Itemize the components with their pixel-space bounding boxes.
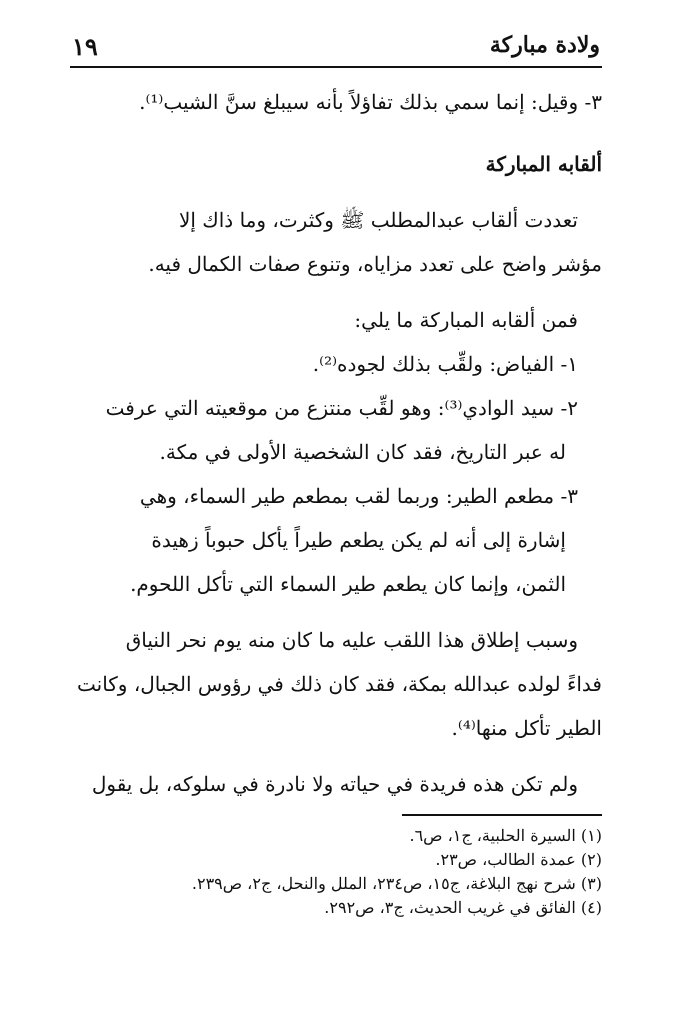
paragraph-2-line-1: وسبب إطلاق هذا اللقب عليه ما كان منه يوم نحر النياق bbox=[125, 628, 578, 652]
footnote-rule bbox=[402, 814, 602, 816]
item-3-intro: ٣- وقيل: إنما سمي بذلك تفاؤلاً بأنه سيبلغ سنَّ الشيب⁽¹⁾. bbox=[139, 90, 602, 114]
list-intro: فمن ألقابه المباركة ما يلي: bbox=[354, 308, 578, 332]
section-heading: ألقابه المباركة bbox=[485, 152, 602, 176]
page-number: ١٩ bbox=[72, 32, 98, 61]
list-item-3-line-1: ٣- مطعم الطير: وربما لقب بمطعم طير السماء، وهي bbox=[139, 484, 578, 508]
page-header bbox=[70, 28, 602, 68]
list-item-2 bbox=[76, 386, 602, 474]
footnote-3: (٣) شرح نهج البلاغة، ج١٥، ص٢٣٤، الملل والنحل، ج٢، ص٢٣٩. bbox=[191, 874, 602, 893]
footnote-2: (٢) عمدة الطالب، ص٢٣. bbox=[435, 850, 602, 869]
paragraph-2-line-3: الطير تأكل منها⁽⁴⁾. bbox=[451, 716, 602, 740]
running-title: ولادة مباركة bbox=[489, 32, 600, 58]
footnote-4: (٤) الفائق في غريب الحديث، ج٣، ص٢٩٢. bbox=[324, 898, 602, 917]
list-item-3-line-2: إشارة إلى أنه لم يكن يطعم طيراً يأكل حبوباً زهيدة bbox=[151, 528, 566, 552]
header-rule bbox=[70, 66, 602, 68]
paragraph-3-line-1: ولم تكن هذه فريدة في حياته ولا نادرة في سلوكه، بل يقول bbox=[91, 772, 578, 796]
paragraph-2-line-2: فداءً لولده عبدالله بمكة، فقد كان ذلك في رؤوس الجبال، وكانت bbox=[76, 672, 602, 696]
page-body bbox=[76, 80, 602, 806]
list-item-2-line-1: ٢- سيد الوادي⁽³⁾: وهو لقِّب منتزع من موقعيته التي عرفت bbox=[105, 396, 578, 420]
paragraph-1-line-1: تعددت ألقاب عبدالمطلب ﷺ وكثرت، وما ذاك إلا bbox=[178, 208, 578, 232]
list-item-3 bbox=[76, 474, 602, 606]
footnote-1: (١) السيرة الحلبية، ج١، ص٦. bbox=[409, 826, 602, 845]
list-item-3-line-3: الثمن، وإنما كان يطعم طير السماء التي تأكل اللحوم. bbox=[130, 572, 566, 596]
list-item-1: ١- الفياض: ولقِّب بذلك لجوده⁽²⁾. bbox=[312, 352, 578, 376]
list-item-2-line-2: له عبر التاريخ، فقد كان الشخصية الأولى في مكة. bbox=[159, 440, 566, 464]
footnotes bbox=[76, 824, 602, 920]
paragraph-1-line-2: مؤشر واضح على تعدد مزاياه، وتنوع صفات الكمال فيه. bbox=[148, 252, 602, 276]
